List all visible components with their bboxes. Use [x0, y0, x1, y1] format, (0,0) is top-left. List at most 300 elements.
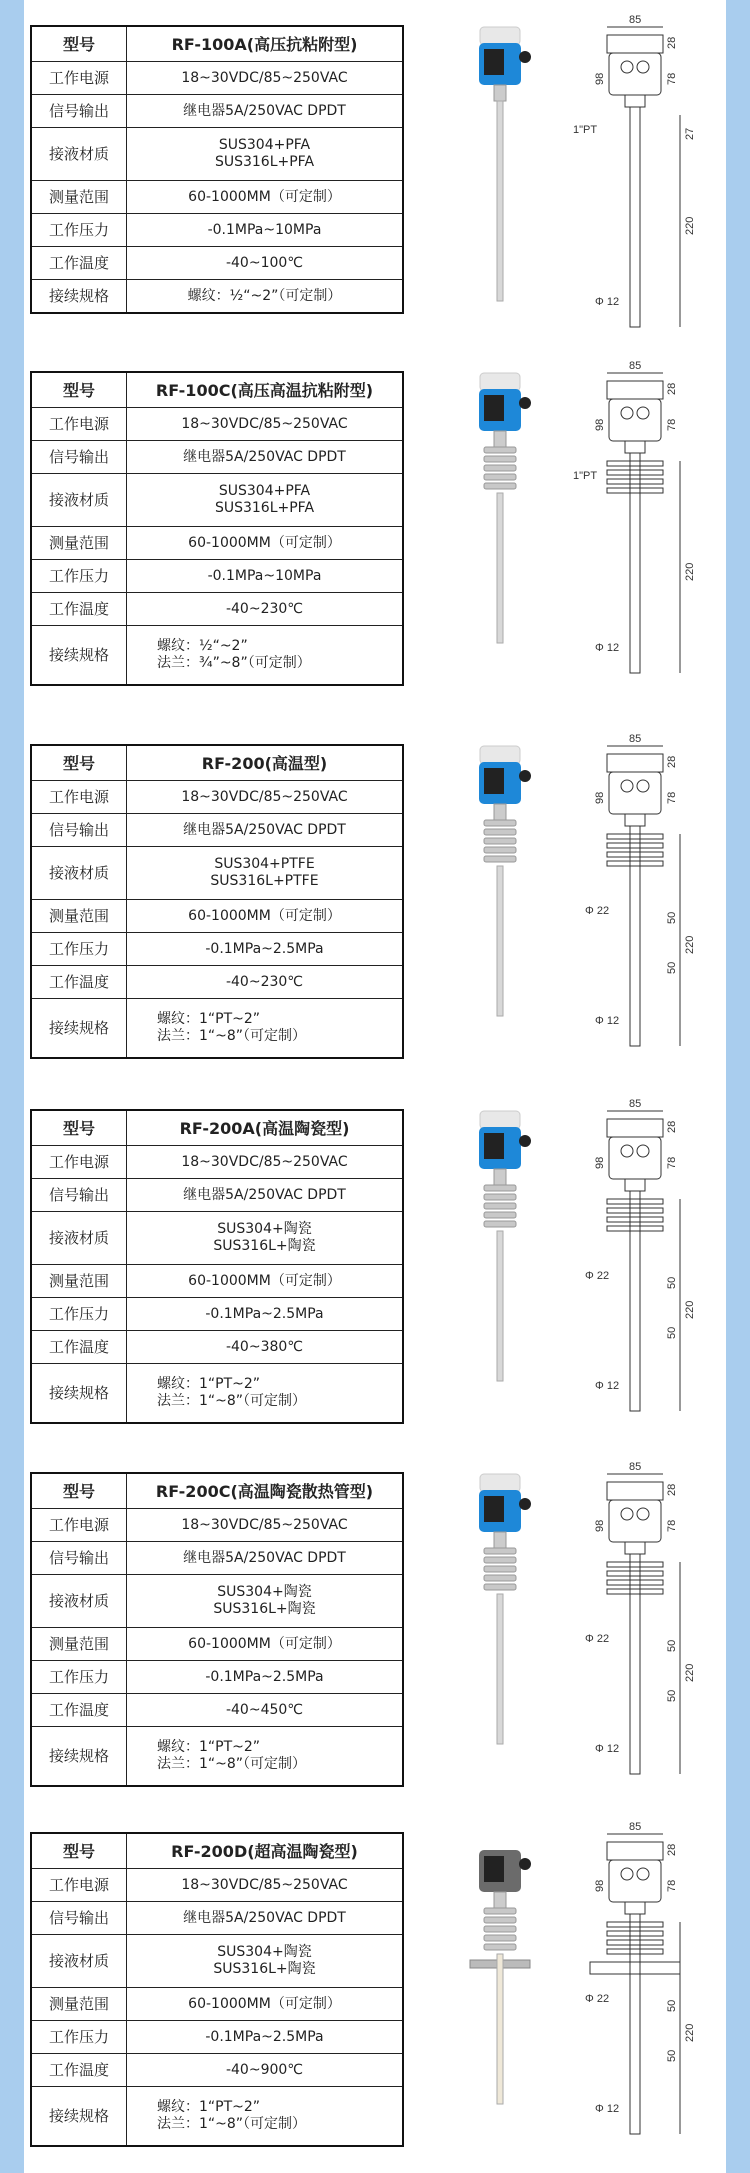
spec-table [30, 1109, 404, 1424]
connection-line: 螺纹：1“PT~2” [157, 1739, 261, 1755]
table-row-model [31, 372, 403, 408]
dim-h2: 78 [666, 1879, 678, 1892]
connection-label: 接续规格 [31, 2087, 127, 2147]
housing-cap [480, 1111, 520, 1129]
dim-length: 220 [684, 562, 696, 581]
pressure-label: 工作压力 [31, 1661, 127, 1694]
connection-line: 螺纹：½“~2” [157, 638, 248, 654]
drawing-nut [625, 1179, 645, 1191]
label-plate [484, 768, 504, 794]
temp-label: 工作温度 [31, 593, 127, 626]
table-row-model [31, 1110, 403, 1146]
range-value: 60-1000MM（可定制） [127, 900, 404, 933]
neck [494, 804, 506, 820]
material-line: SUS316L+陶瓷 [213, 1238, 316, 1254]
table-row-power [31, 1509, 403, 1542]
heat-fin [484, 447, 516, 453]
drawing-body [609, 1137, 661, 1179]
temp-value: -40~380℃ [127, 1331, 404, 1364]
drawing-fin [607, 843, 663, 848]
spec-table [30, 371, 404, 686]
dim-length: 220 [684, 1300, 696, 1319]
table-row-range [31, 181, 403, 214]
heat-fin [484, 820, 516, 826]
drawing-indicator [637, 61, 649, 73]
output-value: 继电器5A/250VAC DPDT [127, 1902, 404, 1935]
dim-h1: 28 [666, 1843, 678, 1856]
table-row-pressure [31, 214, 403, 247]
material-line: SUS316L+PFA [214, 500, 315, 516]
drawing-rod [630, 1554, 640, 1774]
power-label: 工作电源 [31, 1146, 127, 1179]
drawing-indicator [621, 61, 633, 73]
dim-section1: 50 [666, 1999, 678, 2012]
neck [494, 1892, 506, 1908]
connection-value [127, 1727, 404, 1787]
connection-value [127, 626, 404, 686]
range-label: 测量范围 [31, 1988, 127, 2021]
pressure-label: 工作压力 [31, 933, 127, 966]
heat-fin [484, 1908, 516, 1914]
table-row-temp [31, 1331, 403, 1364]
table-row-temp [31, 1694, 403, 1727]
heat-fin [484, 1584, 516, 1590]
table-row-power [31, 781, 403, 814]
dim-width: 85 [629, 1821, 642, 1833]
dim-diameter: Φ 12 [595, 2103, 620, 2115]
table-row-output [31, 95, 403, 128]
temp-label: 工作温度 [31, 1694, 127, 1727]
heat-fin [484, 1557, 516, 1563]
table-row-material [31, 128, 403, 181]
heat-fin [484, 465, 516, 471]
dim-d22: Φ 22 [585, 1270, 610, 1282]
table-row-pressure [31, 1661, 403, 1694]
table-row-temp [31, 2054, 403, 2087]
dimension-drawing [590, 1834, 680, 2134]
housing-cap [480, 27, 520, 45]
drawing-fin [607, 1589, 663, 1594]
output-value: 继电器5A/250VAC DPDT [127, 1179, 404, 1212]
drawing-nut [625, 814, 645, 826]
table-row-model [31, 26, 403, 62]
heat-fin [484, 847, 516, 853]
drawing-nut [625, 1542, 645, 1554]
drawing-body [609, 53, 661, 95]
neck [494, 1169, 506, 1185]
heat-fin [484, 1548, 516, 1554]
connection-line: 螺纹：½“~2”（可定制） [187, 287, 342, 304]
model-value: RF-200A(高温陶瓷型) [127, 1110, 404, 1146]
heat-fin [484, 1185, 516, 1191]
drawing-fin [607, 470, 663, 475]
connection-line: 法兰：1“~8”（可定制） [157, 2116, 307, 2132]
material-line: SUS316L+PFA [214, 154, 315, 170]
dim-total: 98 [594, 418, 606, 431]
pressure-label: 工作压力 [31, 1298, 127, 1331]
product-illustration [445, 724, 730, 1064]
heat-fin [484, 474, 516, 480]
material-label: 接液材质 [31, 847, 127, 900]
spec-table [30, 744, 404, 1059]
dim-total: 98 [594, 1156, 606, 1169]
drawing-fin [607, 852, 663, 857]
dim-thread: 1"PT [573, 124, 598, 136]
drawing-cap [607, 1119, 663, 1137]
spec-table [30, 1832, 404, 2147]
probe-rod [497, 1954, 503, 2104]
drawing-fin [607, 1571, 663, 1576]
dim-total: 98 [594, 72, 606, 85]
drawing-body [609, 399, 661, 441]
range-label: 测量范围 [31, 1265, 127, 1298]
probe-rod [497, 866, 503, 1016]
material-label: 接液材质 [31, 128, 127, 181]
heat-fin [484, 1566, 516, 1572]
table-row-connection [31, 1364, 403, 1424]
product-illustration [445, 1812, 730, 2152]
drawing-fin [607, 479, 663, 484]
table-row-output [31, 1179, 403, 1212]
dim-width: 85 [629, 14, 642, 26]
dimension-drawing [607, 746, 680, 1046]
table-row-output [31, 1902, 403, 1935]
dimension-drawing [607, 373, 680, 673]
power-value: 18~30VDC/85~250VAC [127, 781, 404, 814]
power-value: 18~30VDC/85~250VAC [127, 1509, 404, 1542]
dim-diameter: Φ 12 [595, 296, 620, 308]
material-line: SUS304+PFA [218, 483, 311, 499]
table-row-model [31, 1473, 403, 1509]
cable-gland [519, 1498, 531, 1510]
cable-gland [519, 1858, 531, 1870]
heat-fin [484, 829, 516, 835]
material-line: SUS304+陶瓷 [217, 1944, 312, 1960]
table-row-output [31, 1542, 403, 1575]
range-label: 测量范围 [31, 181, 127, 214]
dim-length: 220 [684, 935, 696, 954]
drawing-cap [607, 1842, 663, 1860]
range-value: 60-1000MM（可定制） [127, 1988, 404, 2021]
probe-rod [497, 1231, 503, 1381]
material-value [127, 128, 404, 181]
product-photo [470, 1850, 531, 2104]
drawing-indicator [621, 1868, 633, 1880]
table-row-material [31, 1935, 403, 1988]
drawing-fin [607, 1208, 663, 1213]
table-row-connection [31, 1727, 403, 1787]
range-value: 60-1000MM（可定制） [127, 1628, 404, 1661]
heat-fin [484, 483, 516, 489]
dim-length: 220 [684, 216, 696, 235]
drawing-nut [625, 441, 645, 453]
drawing-body [609, 1860, 661, 1902]
table-row-output [31, 814, 403, 847]
heat-fin [484, 1203, 516, 1209]
connection-label: 接续规格 [31, 1364, 127, 1424]
dim-d22: Φ 22 [585, 905, 610, 917]
heat-fin [484, 1917, 516, 1923]
drawing-indicator [621, 407, 633, 419]
model-label: 型号 [31, 372, 127, 408]
dim-h1: 28 [666, 1483, 678, 1496]
heat-fin [484, 1935, 516, 1941]
material-value [127, 847, 404, 900]
table-row-output [31, 441, 403, 474]
product-photo [479, 27, 531, 301]
drawing-fin [607, 834, 663, 839]
left-border [0, 0, 24, 2173]
drawing-rod [630, 826, 640, 1046]
dim-total: 98 [594, 1879, 606, 1892]
material-line: SUS304+陶瓷 [217, 1221, 312, 1237]
probe-rod [497, 101, 503, 301]
dim-section2: 50 [666, 1326, 678, 1339]
dim-width: 85 [629, 360, 642, 372]
label-plate [484, 1496, 504, 1522]
dim-thread-length: 27 [684, 127, 696, 140]
dim-h2: 78 [666, 418, 678, 431]
pressure-label: 工作压力 [31, 560, 127, 593]
model-value: RF-200D(超高温陶瓷型) [127, 1833, 404, 1869]
material-label: 接液材质 [31, 1935, 127, 1988]
product-photo [479, 746, 531, 1016]
heat-fin [484, 1575, 516, 1581]
table-row-connection [31, 2087, 403, 2147]
dimension-drawing [607, 1111, 680, 1411]
connection-value [127, 999, 404, 1059]
table-row-model [31, 745, 403, 781]
drawing-cap [607, 35, 663, 53]
dim-diameter: Φ 12 [595, 1015, 620, 1027]
temp-label: 工作温度 [31, 2054, 127, 2087]
product-illustration [445, 5, 730, 345]
model-value: RF-100C(高压高温抗粘附型) [127, 372, 404, 408]
product-illustration [445, 351, 730, 691]
material-label: 接液材质 [31, 1212, 127, 1265]
drawing-flange [590, 1962, 680, 1974]
table-row-temp [31, 247, 403, 280]
connection-label: 接续规格 [31, 280, 127, 314]
drawing-nut [625, 1902, 645, 1914]
table-row-material [31, 847, 403, 900]
drawing-indicator [621, 780, 633, 792]
drawing-fin [607, 1931, 663, 1936]
power-value: 18~30VDC/85~250VAC [127, 408, 404, 441]
temp-value: -40~100℃ [127, 247, 404, 280]
power-label: 工作电源 [31, 1509, 127, 1542]
dim-h1: 28 [666, 382, 678, 395]
temp-value: -40~900℃ [127, 2054, 404, 2087]
table-row-temp [31, 966, 403, 999]
dim-section2: 50 [666, 961, 678, 974]
connection-line: 法兰：1“~8”（可定制） [157, 1756, 307, 1772]
pressure-value: -0.1MPa~2.5MPa [127, 1298, 404, 1331]
output-value: 继电器5A/250VAC DPDT [127, 95, 404, 128]
table-row-pressure [31, 933, 403, 966]
table-row-pressure [31, 560, 403, 593]
connection-line: 法兰：1“~8”（可定制） [157, 1393, 307, 1409]
dim-thread: 1"PT [573, 470, 598, 482]
power-label: 工作电源 [31, 62, 127, 95]
material-line: SUS304+PTFE [214, 856, 315, 872]
cable-gland [519, 51, 531, 63]
connection-value [127, 1364, 404, 1424]
dim-section2: 50 [666, 1689, 678, 1702]
table-row-connection [31, 999, 403, 1059]
table-row-range [31, 1265, 403, 1298]
drawing-fin [607, 1922, 663, 1927]
drawing-fin [607, 1949, 663, 1954]
heat-fin [484, 1221, 516, 1227]
power-label: 工作电源 [31, 408, 127, 441]
connection-value [127, 2087, 404, 2147]
model-value: RF-200(高温型) [127, 745, 404, 781]
pressure-value: -0.1MPa~2.5MPa [127, 1661, 404, 1694]
table-row-range [31, 1628, 403, 1661]
dim-total: 98 [594, 791, 606, 804]
connection-line: 螺纹：1“PT~2” [157, 2099, 261, 2115]
model-label: 型号 [31, 745, 127, 781]
output-label: 信号输出 [31, 441, 127, 474]
dim-h1: 28 [666, 755, 678, 768]
drawing-indicator [637, 407, 649, 419]
product-photo [479, 373, 531, 643]
dim-h2: 78 [666, 1519, 678, 1532]
model-label: 型号 [31, 1473, 127, 1509]
table-row-material [31, 1212, 403, 1265]
drawing-indicator [621, 1145, 633, 1157]
range-label: 测量范围 [31, 900, 127, 933]
product-photo [479, 1111, 531, 1381]
drawing-body [609, 1500, 661, 1542]
dimension-labels [573, 360, 696, 654]
drawing-fin [607, 1940, 663, 1945]
pressure-value: -0.1MPa~10MPa [127, 214, 404, 247]
dim-section1: 50 [666, 911, 678, 924]
drawing-rod [630, 453, 640, 673]
heat-fin [484, 856, 516, 862]
dim-diameter: Φ 12 [595, 642, 620, 654]
label-plate [484, 49, 504, 75]
material-label: 接液材质 [31, 474, 127, 527]
drawing-nut [625, 95, 645, 107]
dim-diameter: Φ 12 [595, 1380, 620, 1392]
power-value: 18~30VDC/85~250VAC [127, 1869, 404, 1902]
drawing-fin [607, 461, 663, 466]
connection-label: 接续规格 [31, 1727, 127, 1787]
table-row-material [31, 1575, 403, 1628]
dimension-drawing [607, 27, 680, 327]
dim-h2: 78 [666, 1156, 678, 1169]
product-illustration [445, 1452, 730, 1792]
drawing-indicator [637, 1508, 649, 1520]
drawing-fin [607, 488, 663, 493]
temp-value: -40~230℃ [127, 966, 404, 999]
drawing-rod [630, 107, 640, 327]
cable-gland [519, 397, 531, 409]
material-value [127, 1212, 404, 1265]
dim-width: 85 [629, 1098, 642, 1110]
label-plate [484, 395, 504, 421]
material-value [127, 1935, 404, 1988]
output-label: 信号输出 [31, 1542, 127, 1575]
dimension-labels [573, 14, 696, 308]
model-label: 型号 [31, 1110, 127, 1146]
probe-rod [497, 1594, 503, 1744]
product-illustration [445, 1089, 730, 1429]
temp-label: 工作温度 [31, 1331, 127, 1364]
power-label: 工作电源 [31, 1869, 127, 1902]
output-value: 继电器5A/250VAC DPDT [127, 1542, 404, 1575]
dimension-drawing [607, 1474, 680, 1774]
neck [494, 1532, 506, 1548]
drawing-fin [607, 1580, 663, 1585]
housing-cap [480, 746, 520, 764]
temp-value: -40~450℃ [127, 1694, 404, 1727]
table-row-power [31, 62, 403, 95]
cable-gland [519, 770, 531, 782]
drawing-cap [607, 381, 663, 399]
temp-label: 工作温度 [31, 247, 127, 280]
heat-fin [484, 456, 516, 462]
connection-line: 法兰：1“~8”（可定制） [157, 1028, 307, 1044]
material-value [127, 474, 404, 527]
material-value [127, 1575, 404, 1628]
spec-table [30, 1472, 404, 1787]
drawing-indicator [621, 1508, 633, 1520]
table-row-range [31, 900, 403, 933]
pressure-value: -0.1MPa~10MPa [127, 560, 404, 593]
drawing-cap [607, 754, 663, 772]
model-label: 型号 [31, 1833, 127, 1869]
dim-total: 98 [594, 1519, 606, 1532]
connection-line: 法兰：¾”~8”（可定制） [157, 655, 311, 671]
dim-diameter: Φ 12 [595, 1743, 620, 1755]
dim-width: 85 [629, 1461, 642, 1473]
table-row-pressure [31, 2021, 403, 2054]
connection-label: 接续规格 [31, 626, 127, 686]
power-value: 18~30VDC/85~250VAC [127, 62, 404, 95]
dim-section1: 50 [666, 1639, 678, 1652]
connection-value [127, 280, 404, 314]
output-label: 信号输出 [31, 1902, 127, 1935]
heat-fin [484, 1944, 516, 1950]
product-photo [479, 1474, 531, 1744]
housing-cap [480, 1474, 520, 1492]
drawing-fin [607, 1562, 663, 1567]
range-label: 测量范围 [31, 1628, 127, 1661]
table-row-range [31, 1988, 403, 2021]
label-plate [484, 1856, 504, 1882]
pressure-value: -0.1MPa~2.5MPa [127, 933, 404, 966]
range-value: 60-1000MM（可定制） [127, 527, 404, 560]
material-line: SUS316L+PTFE [210, 873, 319, 889]
dim-section1: 50 [666, 1276, 678, 1289]
range-value: 60-1000MM（可定制） [127, 181, 404, 214]
spec-table [30, 25, 404, 314]
table-row-power [31, 1869, 403, 1902]
model-label: 型号 [31, 26, 127, 62]
table-row-connection [31, 626, 403, 686]
dim-width: 85 [629, 733, 642, 745]
drawing-indicator [637, 1145, 649, 1157]
neck [494, 431, 506, 447]
drawing-cap [607, 1482, 663, 1500]
material-label: 接液材质 [31, 1575, 127, 1628]
table-row-range [31, 527, 403, 560]
drawing-fin [607, 861, 663, 866]
